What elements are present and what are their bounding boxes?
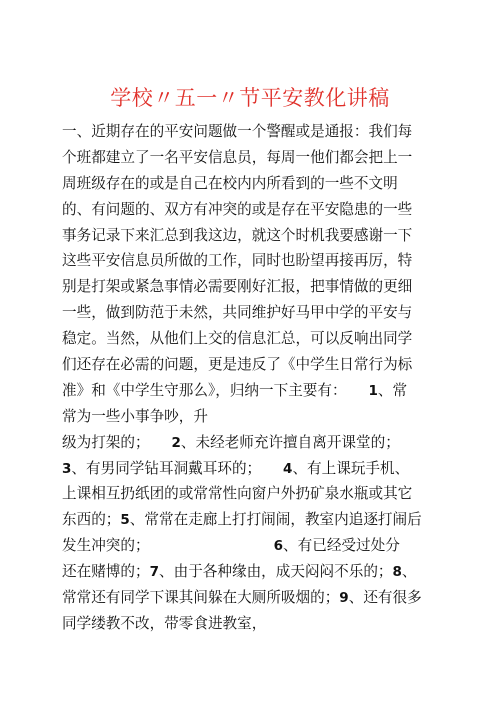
text-line: 还在赌博的；7、由于各种缘由，成天闷闷不乐的；8、 xyxy=(62,563,417,581)
text-line: 们还存在必需的问题，更是违反了《中学生日常行为标 xyxy=(62,356,413,374)
text-line: 发生冲突的； 6、有已经受过处分 xyxy=(62,537,400,555)
text-line: 一、近期存在的平安问题做一个警醒或是通报：我们每 xyxy=(62,123,413,140)
text-line: 别是打架或紧急事情必需要刚好汇报，把事情做的更细 xyxy=(62,278,413,296)
text-line: 常为一些小事争吵，升 xyxy=(62,407,208,425)
text-line: 个班都建立了一名平安信息员，每周一他们都会把上一 xyxy=(62,148,413,166)
text-line: 上课相互扔纸团的或常常性向窗户外扔矿泉水瓶或其它 xyxy=(62,485,413,503)
text-line: 周班级存在的或是自己在校内内所看到的一些不文明 xyxy=(62,174,398,192)
text-line: 这些平安信息员所做的工作，同时也盼望再接再厉，特 xyxy=(62,252,413,270)
text-line: 事务记录下来汇总到我这边，就这个时机我要感谢一下 xyxy=(62,226,413,244)
text-line: 准》和《中学生守那么》，归纳一下主要有： 1、常 xyxy=(62,381,408,399)
text-line: 级为打架的； 2、未经老师充许擅自离开课堂的； xyxy=(62,433,400,451)
document-title: 学校〃五一〃节平安教化讲稿 xyxy=(110,86,390,110)
text-line: 同学缕教不改，带零食进教室， xyxy=(62,614,267,632)
text-line: 常常还有同学下课其间躲在大厕所吸烟的；9、还有很多 xyxy=(62,589,422,607)
document-body xyxy=(62,119,438,637)
text-line: 的、有问题的、双方有冲突的或是存在平安隐患的一些 xyxy=(62,200,413,218)
text-line: 3、有男同学钻耳洞戴耳环的； 4、有上课玩手机、 xyxy=(62,459,410,477)
text-line: 一些，做到防范于未然，共同维护好马甲中学的平安与 xyxy=(62,304,413,322)
text-line: 稳定。当然，从他们上交的信息汇总，可以反响出同学 xyxy=(62,330,413,348)
text-line: 东西的；5、常常在走廊上打打闹闹，教室内追逐打闹后 xyxy=(62,511,422,529)
